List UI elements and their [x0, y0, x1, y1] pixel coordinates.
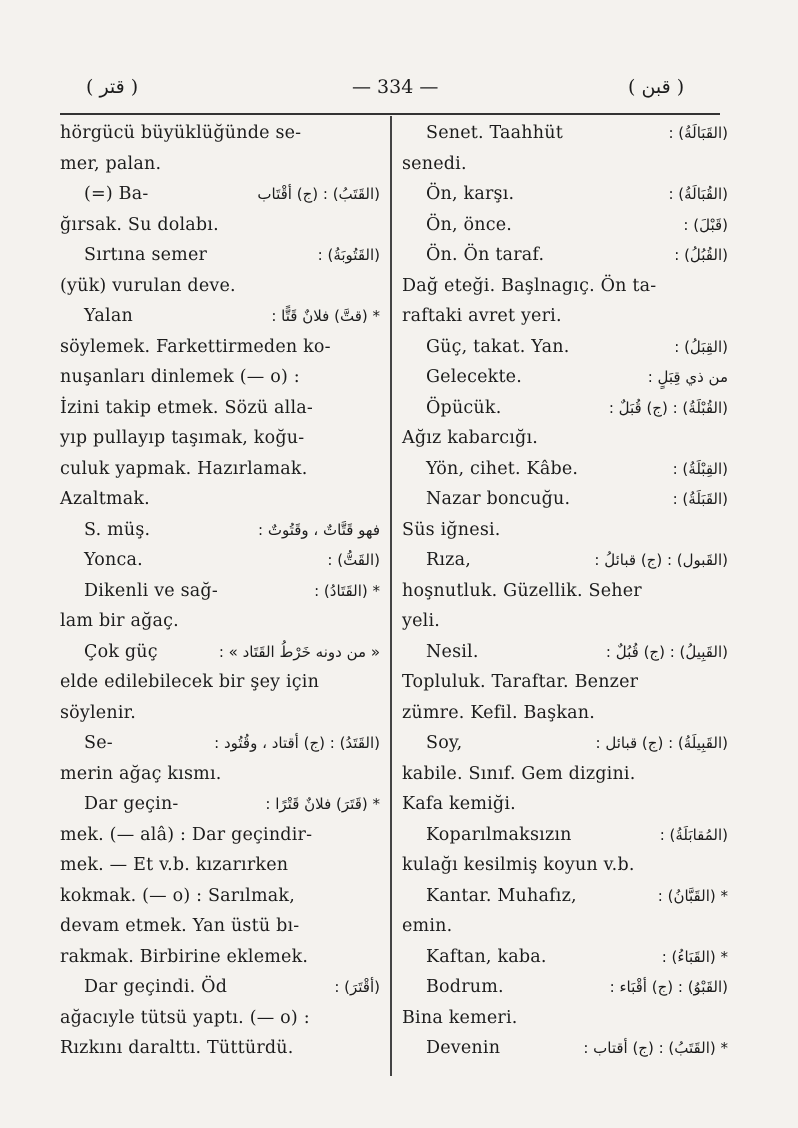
- dictionary-line: [60, 118, 380, 149]
- entry-text: rakmak. Birbirine eklemek.: [60, 946, 309, 967]
- entry-text: Öpücük.: [426, 397, 502, 418]
- arabic-headword: (القُبُلُ) :: [674, 246, 728, 264]
- dictionary-line: [60, 210, 380, 241]
- arabic-headword: « من دونه خَرْطُ القَتَاد » :: [218, 642, 380, 661]
- entry-text: Bina kemeri.: [402, 1007, 518, 1028]
- arabic-headword: * (القَتَبُ) : (ج) أقتاب :: [583, 1039, 728, 1057]
- dictionary-line: [60, 393, 380, 424]
- header-left-root: ( قتر ): [86, 76, 139, 98]
- arabic-headword: * (قتَّ) فلانٌ قَتًّا :: [271, 307, 380, 325]
- dictionary-line: [60, 240, 380, 271]
- dictionary-line: [60, 911, 380, 942]
- arabic-headword: (القَتُوبَةُ) :: [317, 246, 380, 264]
- dictionary-line: [60, 1003, 380, 1034]
- arabic-headword: (قَبْلَ) :: [683, 215, 728, 234]
- entry-text: Devenin: [426, 1038, 501, 1058]
- arabic-headword: (القَتَدُ) : (ج) أقتاد ، وقُتُود :: [214, 734, 380, 752]
- dictionary-line: [60, 332, 380, 363]
- entry-text: Kantar. Muhafız,: [426, 885, 577, 906]
- dictionary-line: [60, 1033, 380, 1064]
- dictionary-line: [60, 576, 380, 607]
- dictionary-line: [60, 728, 380, 759]
- dictionary-line: [60, 454, 380, 485]
- dictionary-line: [402, 972, 728, 1003]
- dictionary-line: [402, 820, 728, 851]
- dictionary-line: [60, 149, 380, 180]
- entry-text: (yük) vurulan deve.: [60, 275, 236, 296]
- entry-text: kabile. Sınıf. Gem dizgini.: [402, 763, 636, 784]
- entry-text: Kafa kemiği.: [402, 794, 516, 814]
- dictionary-line: [60, 972, 380, 1003]
- entry-text: Yonca.: [84, 550, 143, 570]
- entry-text: Nazar boncuğu.: [426, 489, 571, 509]
- dictionary-line: [402, 1003, 722, 1034]
- arabic-headword: (القِبْلَةُ) :: [672, 459, 728, 478]
- dictionary-line: [402, 789, 722, 820]
- entry-text: Gelecekte.: [426, 367, 523, 387]
- dictionary-line: [402, 545, 728, 576]
- arabic-headword: * (القَتَادُ) :: [314, 581, 380, 600]
- dictionary-line: [402, 179, 728, 210]
- right-column: [402, 118, 728, 1064]
- dictionary-line: [402, 118, 728, 149]
- dictionary-line: [60, 179, 380, 210]
- entry-text: Koparılmaksızın: [426, 824, 572, 845]
- entry-text: Nesil.: [426, 641, 479, 662]
- page-number: — 334 —: [352, 76, 439, 98]
- dictionary-line: [60, 637, 380, 668]
- dictionary-line: [60, 881, 380, 912]
- entry-text: hörgücü büyüklüğünde se-: [60, 123, 302, 143]
- arabic-headword: فهو قَتَّاتٌ ، وقَتُوتٌ :: [258, 520, 380, 539]
- dictionary-line: [402, 301, 722, 332]
- entry-text: Topluluk. Taraftar. Benzer: [402, 672, 639, 692]
- dictionary-line: [402, 210, 728, 241]
- entry-text: zümre. Kefil. Başkan.: [402, 702, 596, 723]
- arabic-headword: (القَبْوُ) : (ج) أقْبَاء :: [609, 978, 728, 996]
- dictionary-line: [402, 1033, 728, 1064]
- dictionary-line: [402, 271, 722, 302]
- arabic-headword: * (القَبَّانُ) :: [657, 886, 728, 905]
- entry-text: Güç, takat. Yan.: [426, 336, 570, 357]
- arabic-headword: (القِبَلُ) :: [674, 337, 728, 356]
- entry-text: Yön, cihet. Kâbe.: [426, 458, 579, 479]
- dictionary-line: [402, 332, 728, 363]
- entry-text: söylenir.: [60, 702, 137, 723]
- entry-text: devam etmek. Yan üstü bı-: [60, 916, 300, 936]
- entry-text: emin.: [402, 916, 453, 936]
- column-divider: [390, 116, 392, 1076]
- entry-text: Rızkını daralttı. Tüttürdü.: [60, 1038, 294, 1058]
- entry-text: Senet. Taahhüt: [426, 123, 563, 143]
- entry-text: senedi.: [402, 153, 467, 174]
- entry-text: Ağız kabarcığı.: [402, 428, 539, 448]
- dictionary-line: [402, 728, 728, 759]
- dictionary-line: [402, 667, 722, 698]
- dictionary-line: [402, 423, 722, 454]
- entry-text: Çok güç: [84, 641, 158, 662]
- entry-text: merin ağaç kısmı.: [60, 763, 222, 784]
- entry-text: mer, palan.: [60, 153, 162, 174]
- arabic-headword: * (قَتَرَ) فلانٌ قَتْرًا :: [265, 795, 380, 813]
- dictionary-line: [60, 820, 380, 851]
- entry-text: Süs iğnesi.: [402, 519, 501, 540]
- entry-text: Dağ eteği. Başlnagıç. Ön ta-: [402, 275, 657, 296]
- dictionary-line: [60, 545, 380, 576]
- entry-text: yıp pullayıp taşımak, koğu-: [60, 428, 305, 448]
- entry-text: ğırsak. Su dolabı.: [60, 214, 219, 235]
- dictionary-line: [402, 942, 728, 973]
- dictionary-line: [60, 850, 380, 881]
- dictionary-line: [402, 240, 728, 271]
- page-header: [0, 76, 798, 106]
- entry-text: lam bir ağaç.: [60, 611, 179, 631]
- entry-text: kokmak. (— o) : Sarılmak,: [60, 885, 295, 906]
- entry-text: culuk yapmak. Hazırlamak.: [60, 458, 308, 479]
- dictionary-line: [402, 911, 722, 942]
- entry-text: Bodrum.: [426, 977, 504, 997]
- entry-text: mek. — Et v.b. kızarırken: [60, 855, 289, 875]
- arabic-headword: (القَبِيلُ) : (ج) قُبُلٌ :: [605, 642, 728, 661]
- entry-text: Rıza,: [426, 550, 471, 570]
- arabic-headword: (القَبَلَةُ) :: [672, 490, 728, 508]
- dictionary-line: [402, 454, 728, 485]
- dictionary-line: [402, 606, 722, 637]
- dictionary-line: [402, 637, 728, 668]
- left-column: [60, 118, 380, 1064]
- entry-text: söylemek. Farkettirmeden ko-: [60, 336, 331, 357]
- entry-text: (=) Ba-: [84, 184, 149, 204]
- arabic-headword: (القُبَالَةُ) :: [668, 185, 728, 203]
- dictionary-line: [60, 515, 380, 546]
- dictionary-line: [402, 484, 728, 515]
- dictionary-line: [60, 301, 380, 332]
- arabic-headword: من ذي قِبَلٍ :: [647, 368, 728, 386]
- entry-text: Dar geçindi. Öd: [84, 977, 228, 997]
- entry-text: Yalan: [84, 306, 133, 326]
- dictionary-line: [60, 759, 380, 790]
- entry-text: raftaki avret yeri.: [402, 306, 562, 326]
- dictionary-line: [60, 698, 380, 729]
- entry-text: ağacıyle tütsü yaptı. (— o) :: [60, 1007, 310, 1028]
- entry-text: Dar geçin-: [84, 794, 179, 814]
- dictionary-line: [402, 362, 728, 393]
- entry-text: Sırtına semer: [84, 245, 208, 265]
- dictionary-line: [402, 393, 728, 424]
- arabic-headword: (القُبْلَةُ) : (ج) قُبَلٌ :: [608, 398, 728, 417]
- entry-text: Se-: [84, 733, 113, 753]
- dictionary-line: [402, 850, 722, 881]
- entry-text: Ön, karşı.: [426, 184, 515, 204]
- arabic-headword: (القَبول) : (ج) قبائلُ :: [594, 551, 728, 569]
- dictionary-line: [402, 698, 722, 729]
- entry-text: Ön, önce.: [426, 214, 513, 235]
- header-right-root: ( قبن ): [628, 76, 685, 98]
- entry-text: nuşanları dinlemek (— o) :: [60, 367, 300, 387]
- dictionary-line: [60, 484, 380, 515]
- dictionary-line: [60, 606, 380, 637]
- dictionary-line: [60, 789, 380, 820]
- header-rule: [60, 113, 720, 115]
- dictionary-line: [60, 423, 380, 454]
- dictionary-line: [402, 515, 722, 546]
- entry-text: S. müş.: [84, 519, 151, 540]
- entry-text: Dikenli ve sağ-: [84, 580, 218, 601]
- dictionary-line: [402, 759, 722, 790]
- arabic-headword: * (القَبَاءُ) :: [661, 947, 728, 966]
- entry-text: Ön. Ön taraf.: [426, 245, 545, 265]
- dictionary-line: [60, 271, 380, 302]
- arabic-headword: (القَتَبُ) : (ج) أقْتَاب: [257, 185, 380, 203]
- arabic-headword: (أقْتَرَ) :: [334, 978, 380, 996]
- entry-text: elde edilebilecek bir şey için: [60, 672, 320, 692]
- entry-text: mek. (— alâ) : Dar geçindir-: [60, 824, 313, 845]
- dictionary-line: [60, 362, 380, 393]
- entry-text: kulağı kesilmiş koyun v.b.: [402, 855, 635, 875]
- dictionary-line: [402, 881, 728, 912]
- dictionary-line: [402, 576, 722, 607]
- dictionary-line: [402, 149, 722, 180]
- arabic-headword: (المُقابَلَةُ) :: [659, 825, 728, 844]
- entry-text: hoşnutluk. Güzellik. Seher: [402, 580, 642, 601]
- entry-text: İzini takip etmek. Sözü alla-: [60, 397, 314, 418]
- entry-text: Azaltmak.: [60, 489, 150, 509]
- dictionary-line: [60, 942, 380, 973]
- arabic-headword: (القَتُّ) :: [327, 551, 380, 569]
- arabic-headword: (القَبِيلَةُ) : (ج) قبائل :: [595, 734, 728, 752]
- entry-text: Soy,: [426, 733, 463, 753]
- arabic-headword: (القَبَالَةُ) :: [668, 124, 728, 142]
- entry-text: yeli.: [402, 611, 440, 631]
- dictionary-line: [60, 667, 380, 698]
- entry-text: Kaftan, kaba.: [426, 946, 547, 967]
